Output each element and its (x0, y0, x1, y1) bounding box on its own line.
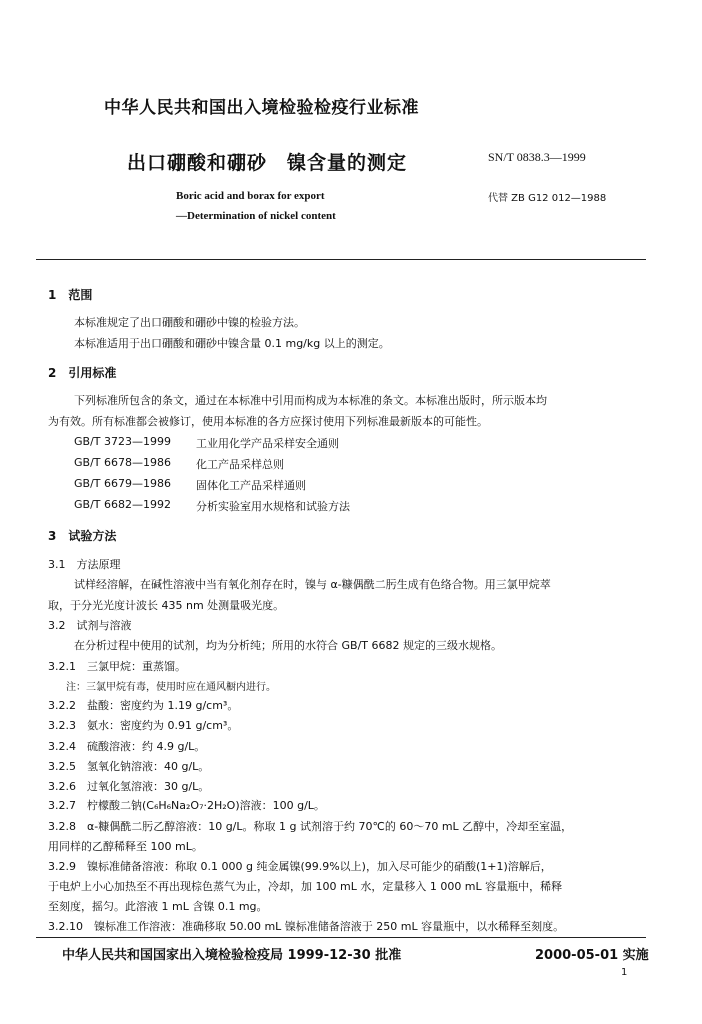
reference-code: GB/T 3723—1999 (74, 435, 171, 448)
reagents-intro: 在分析过程中使用的试剂，均为分析纯；所用的水符合 GB/T 6682 规定的三级水规格。 (74, 639, 502, 652)
references-paragraph-line-1: 下列标准所包含的条文，通过在本标准中引用而构成为本标准的条文。本标准出版时，所示版本均 (74, 394, 547, 407)
scope-paragraph-1: 本标准规定了出口硼酸和硼砂中镍的检验方法。 (74, 316, 305, 329)
effective-date: 2000-05-01 实施 (535, 948, 649, 963)
reagent-3-2-6: 3.2.6 过氧化氢溶液：30 g/L。 (48, 780, 210, 793)
reference-code: GB/T 6678—1986 (74, 456, 171, 469)
english-title-line-2: —Determination of nickel content (176, 210, 336, 222)
reagent-3-2-4: 3.2.4 硫酸溶液：约 4.9 g/L。 (48, 740, 206, 753)
reagent-3-2-10: 3.2.10 镍标准工作溶液：准确移取 50.00 mL 镍标准储备溶液于 250 mL 容量瓶中，以水稀释至刻度。 (48, 920, 565, 933)
principle-line-2: 取，于分光光度计波长 435 nm 处测量吸光度。 (48, 599, 285, 612)
issuing-body-header: 中华人民共和国出入境检验检疫行业标准 (104, 98, 419, 118)
approval-line: 中华人民共和国国家出入境检验检疫局 1999-12-30 批准 (62, 948, 402, 963)
reagent-3-2-7: 3.2.7 柠檬酸二钠(C₆H₆Na₂O₇·2H₂O)溶液：100 g/L。 (48, 799, 325, 812)
reference-code: GB/T 6682—1992 (74, 498, 171, 511)
section-2-heading: 2 引用标准 (48, 366, 117, 380)
reagent-3-2-1: 3.2.1 三氯甲烷：重蒸馏。 (48, 660, 186, 673)
principle-line-1: 试样经溶解，在碱性溶液中当有氧化剂存在时，镍与 α-糠偶酰二肟生成有色络合物。用三氯甲烷萃 (74, 578, 551, 591)
header-divider (36, 259, 646, 260)
reagent-3-2-9-line-1: 3.2.9 镍标准储备溶液：称取 0.1 000 g 纯金属镍(99.9%以上)，加入尽可能少的硝酸(1+1)溶解后， (48, 860, 552, 873)
section-1-heading: 1 范围 (48, 288, 93, 302)
reagent-3-2-5: 3.2.5 氢氧化钠溶液：40 g/L。 (48, 760, 210, 773)
english-title-line-1: Boric acid and borax for export (176, 190, 325, 202)
reagent-3-2-3: 3.2.3 氨水：密度约为 0.91 g/cm³。 (48, 719, 239, 732)
reference-name: 固体化工产品采样通则 (196, 479, 306, 492)
reference-name: 分析实验室用水规格和试验方法 (196, 500, 350, 513)
subsection-3-2-heading: 3.2 试剂与溶液 (48, 619, 132, 632)
subsection-3-1-heading: 3.1 方法原理 (48, 558, 121, 571)
section-3-heading: 3 试验方法 (48, 529, 117, 543)
reagent-3-2-9-line-3: 至刻度，摇匀。此溶液 1 mL 含镍 0.1 mg。 (48, 900, 268, 913)
replaces-note: 代替 ZB G12 012—1988 (488, 193, 607, 204)
reagent-note: 注：三氯甲烷有毒，使用时应在通风橱内进行。 (66, 682, 276, 693)
standard-title: 出口硼酸和硼砂 镍含量的测定 (127, 152, 408, 174)
reagent-3-2-2: 3.2.2 盐酸：密度约为 1.19 g/cm³。 (48, 699, 239, 712)
reagent-3-2-8-line-1: 3.2.8 α-糠偶酰二肟乙醇溶液：10 g/L。称取 1 g 试剂溶于约 70℃的 60～70 mL 乙醇中，冷却至室温， (48, 820, 573, 833)
reagent-3-2-9-line-2: 于电炉上小心加热至不再出现棕色蒸气为止，冷却，加 100 mL 水，定量移入 1 000 mL 容量瓶中，稀释 (48, 880, 563, 893)
reference-name: 化工产品采样总则 (196, 458, 284, 471)
footer-divider (36, 937, 646, 938)
references-paragraph-line-2: 为有效。所有标准都会被修订，使用本标准的各方应探讨使用下列标准最新版本的可能性。 (48, 415, 488, 428)
reagent-3-2-8-line-2: 用同样的乙醇稀释至 100 mL。 (48, 840, 203, 853)
reference-name: 工业用化学产品采样安全通则 (196, 437, 339, 450)
page-number: 1 (621, 967, 628, 978)
reference-code: GB/T 6679—1986 (74, 477, 171, 490)
scope-paragraph-2: 本标准适用于出口硼酸和硼砂中镍含量 0.1 mg/kg 以上的测定。 (74, 337, 390, 350)
standard-number: SN/T 0838.3—1999 (488, 150, 586, 164)
